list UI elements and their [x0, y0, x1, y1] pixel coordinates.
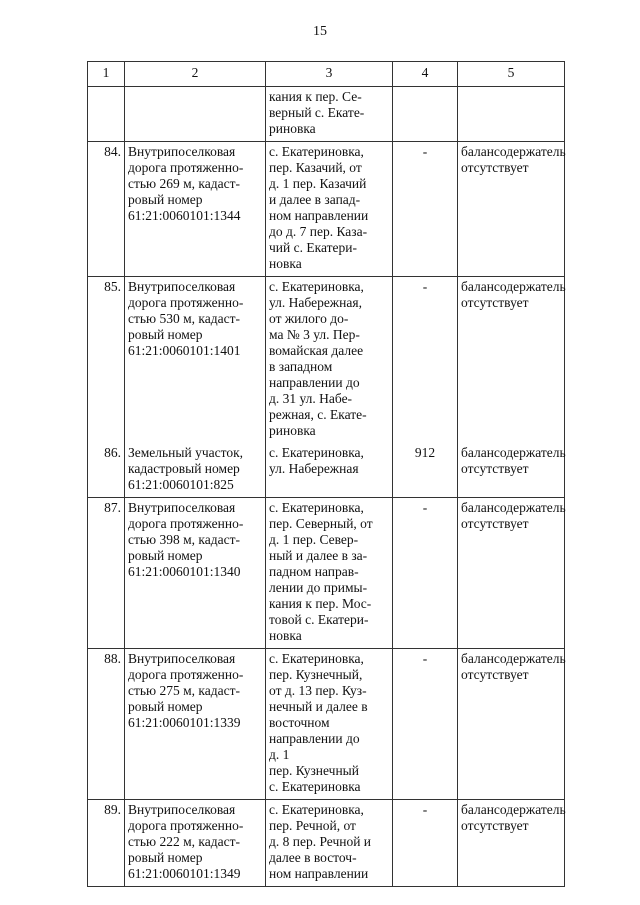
cell-address: с. Екатериновка, ул. Набережная, от жилого до- ма № 3 ул. Пер- вомайская далее в западном направлении до д. 31 ул. Набе- режная, с. Екате- риновка — [266, 277, 393, 444]
cell-holder — [458, 87, 565, 142]
cell-value: - — [393, 800, 458, 887]
header-col-5: 5 — [458, 62, 565, 87]
cell-num: 87. — [88, 498, 125, 649]
table-row — [88, 277, 565, 444]
header-col-1: 1 — [88, 62, 125, 87]
cell-address: с. Екатериновка, пер. Казачий, от д. 1 пер. Казачий и далее в запад- ном направлении до д. 7 пер. Каза- чий с. Екатери- новка — [266, 142, 393, 277]
cell-name: Внутрипоселковая дорога протяженно- стью 222 м, кадаст- ровый номер 61:21:0060101:1349 — [125, 800, 266, 887]
cell-address: с. Екатериновка, пер. Кузнечный, от д. 13 пер. Куз- нечный и далее в восточном направлении до д. 1 пер. Кузнечный с. Екатериновка — [266, 649, 393, 800]
cell-num: 86. — [88, 443, 125, 498]
cell-num: 85. — [88, 277, 125, 444]
cell-name — [125, 87, 266, 142]
cell-num — [88, 87, 125, 142]
cell-holder: балансодержатель отсутствует — [458, 800, 565, 887]
table-row — [88, 142, 565, 277]
table-row-continuation — [88, 87, 565, 142]
cell-holder: балансодержатель отсутствует — [458, 443, 565, 498]
table-row — [88, 649, 565, 800]
cell-value: - — [393, 277, 458, 444]
cell-value — [393, 87, 458, 142]
cell-value: 912 — [393, 443, 458, 498]
table-header-row — [88, 62, 565, 87]
cell-address: с. Екатериновка, пер. Северный, от д. 1 пер. Север- ный и далее в за- падном направ- лении до примы- кания к пер. Мос- товой с. Екатери- новка — [266, 498, 393, 649]
page-number: 15 — [313, 24, 327, 39]
header-col-3: 3 — [266, 62, 393, 87]
property-table — [87, 61, 565, 887]
cell-name: Внутрипоселковая дорога протяженно- стью 398 м, кадаст- ровый номер 61:21:0060101:1340 — [125, 498, 266, 649]
cell-value: - — [393, 142, 458, 277]
cell-name: Внутрипоселковая дорога протяженно- стью 530 м, кадаст- ровый номер 61:21:0060101:1401 — [125, 277, 266, 444]
cell-num: 89. — [88, 800, 125, 887]
cell-address: с. Екатериновка, пер. Речной, от д. 8 пер. Речной и далее в восточ- ном направлении — [266, 800, 393, 887]
table-row — [88, 443, 565, 498]
cell-num: 84. — [88, 142, 125, 277]
cell-holder: балансодержатель отсутствует — [458, 277, 565, 444]
header-col-4: 4 — [393, 62, 458, 87]
cell-address: с. Екатериновка, ул. Набережная — [266, 443, 393, 498]
cell-address: кания к пер. Се- верный с. Екате- риновка — [266, 87, 393, 142]
header-col-2: 2 — [125, 62, 266, 87]
cell-holder: балансодержатель отсутствует — [458, 142, 565, 277]
cell-name: Внутрипоселковая дорога протяженно- стью 275 м, кадаст- ровый номер 61:21:0060101:1339 — [125, 649, 266, 800]
cell-holder: балансодержатель отсутствует — [458, 498, 565, 649]
cell-name: Внутрипоселковая дорога протяженно- стью 269 м, кадаст- ровый номер 61:21:0060101:1344 — [125, 142, 266, 277]
table-row — [88, 800, 565, 887]
cell-holder: балансодержатель отсутствует — [458, 649, 565, 800]
cell-name: Земельный участок, кадастровый номер 61:21:0060101:825 — [125, 443, 266, 498]
cell-value: - — [393, 498, 458, 649]
table-row — [88, 498, 565, 649]
cell-value: - — [393, 649, 458, 800]
cell-num: 88. — [88, 649, 125, 800]
